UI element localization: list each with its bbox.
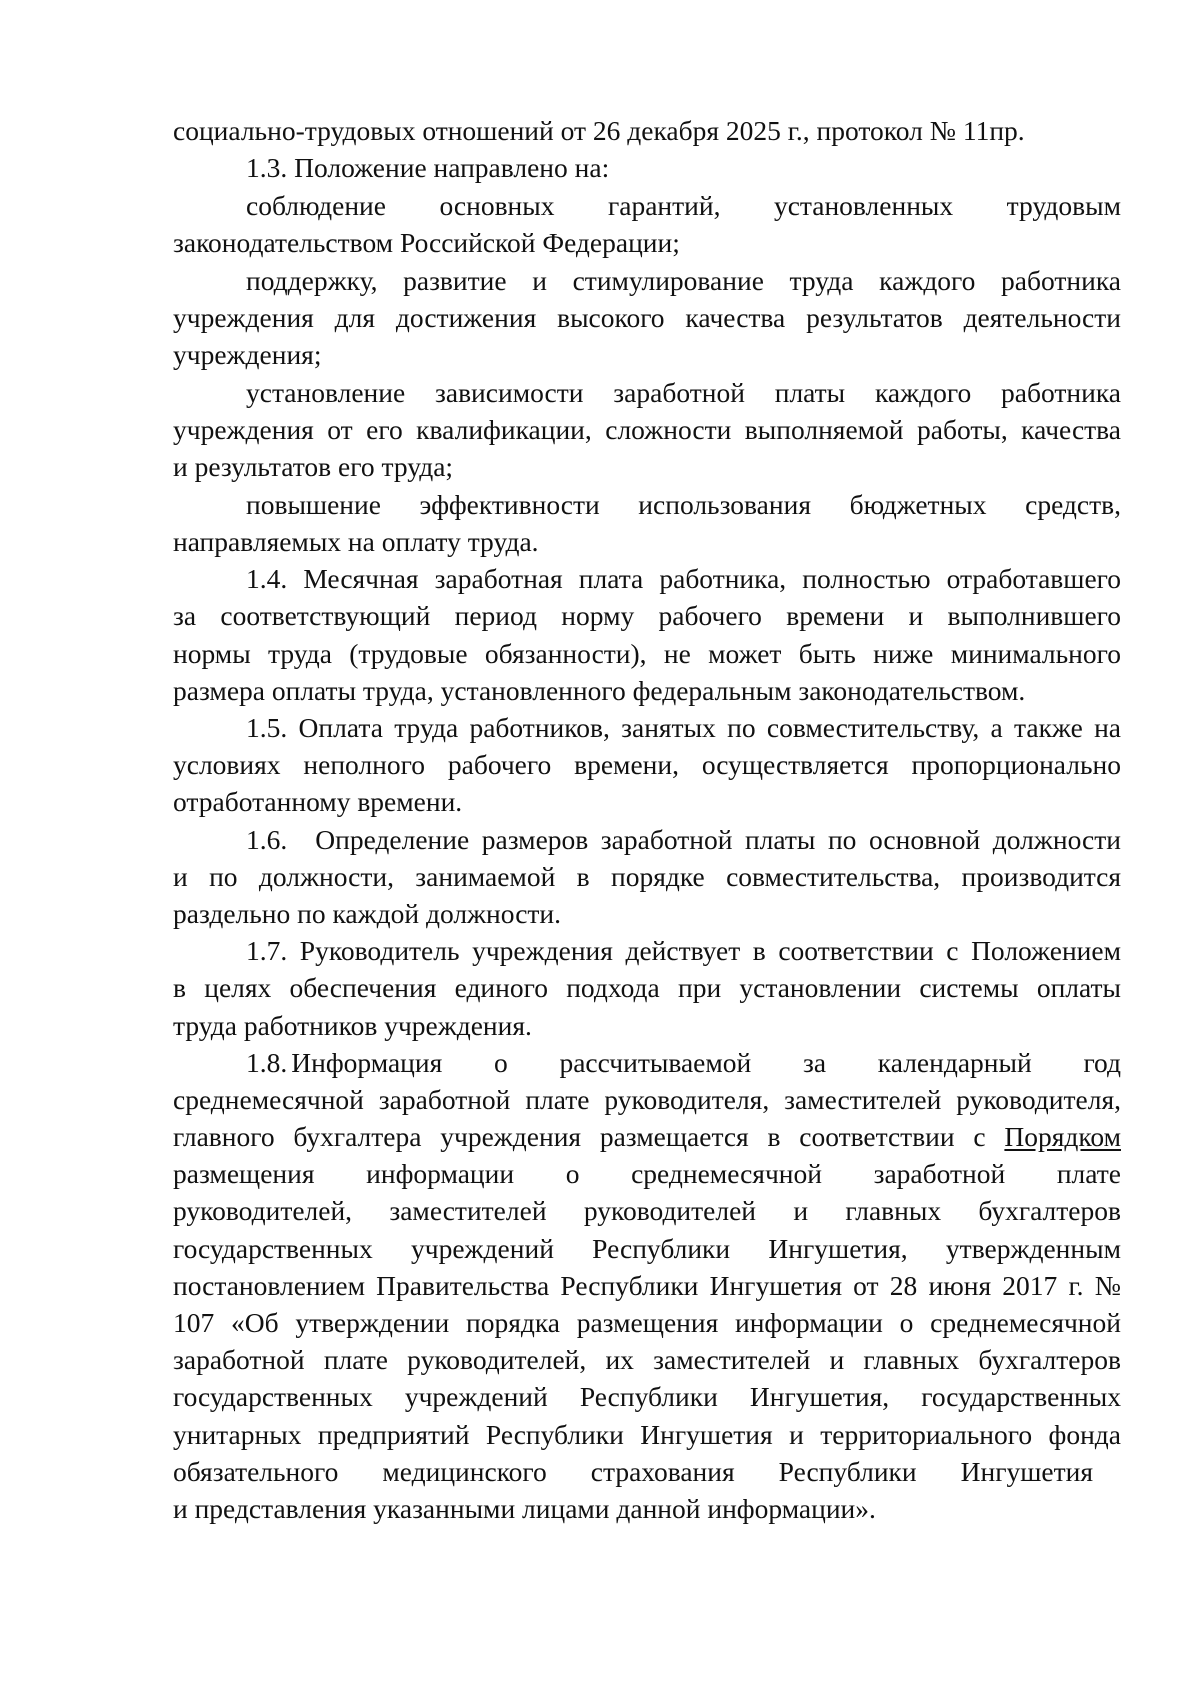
section-1-8-line: унитарных предприятий Республики Ингушетия и территориального фонда <box>173 1418 1121 1450</box>
section-1-8-text: Информация о рассчитываемой за календарный год <box>291 1046 1121 1078</box>
section-1-8-line: государственных учреждений Республики Ингушетия, государственных <box>173 1381 1121 1413</box>
section-1-8-line <box>173 1118 1121 1155</box>
section-1-8-line: государственных учреждений Республики Ингушетия, утвержденным <box>173 1232 1121 1264</box>
section-1-5-line: 1.5. Оплата труда работников, занятых по совместительству, а также на <box>246 712 1121 743</box>
section-1-4-line: нормы труда (трудовые обязанности), не может быть ниже минимального <box>173 637 1121 669</box>
list-item-line: соблюдение основных гарантий, установленных трудовым <box>246 189 1121 221</box>
list-item-line: и результатов его труда; <box>173 451 454 483</box>
section-1-8-line: постановлением Правительства Республики Ингушетия от 28 июня 2017 г. № <box>173 1269 1121 1301</box>
order-link[interactable]: Порядком <box>1004 1121 1121 1153</box>
section-1-3-heading: 1.3. Положение направлено на: <box>246 152 610 184</box>
list-item-line: учреждения для достижения высокого качества результатов деятельности <box>173 301 1121 333</box>
section-1-5-line: условиях неполного рабочего времени, осуществляется пропорционально <box>173 749 1121 781</box>
list-item-line: законодательством Российской Федерации; <box>173 227 680 259</box>
section-1-8-line: обязательного медицинского страхования Республики Ингушетия <box>173 1455 1093 1487</box>
section-number: 1.8. <box>246 1046 288 1078</box>
section-1-8-line: и представления указанными лицами данной информации». <box>173 1492 876 1524</box>
section-1-7-line: в целях обеспечения единого подхода при установлении системы оплаты <box>173 972 1121 1004</box>
list-item-line: поддержку, развитие и стимулирование труда каждого работника <box>246 264 1121 296</box>
section-1-6-line <box>173 821 1121 858</box>
section-1-5-line: отработанному времени. <box>173 786 463 818</box>
section-1-6-text: Определение размеров заработной платы по основной должности <box>315 823 1121 855</box>
section-1-8-line <box>173 1044 1121 1081</box>
section-1-4-line: 1.4. Месячная заработная плата работника, полностью отработавшего <box>246 563 1121 595</box>
section-1-6-line: и по должности, занимаемой в порядке совместительства, производится <box>173 860 1121 892</box>
section-1-8-line: заработной плате руководителей, их заместителей и главных бухгалтеров <box>173 1344 1121 1376</box>
section-1-7-line: 1.7. Руководитель учреждения действует в соответствии с Положением <box>246 935 1121 967</box>
list-item-line: учреждения; <box>173 339 322 371</box>
section-1-8-line: среднемесячной заработной плате руководителя, заместителей руководителя, <box>173 1083 1121 1115</box>
section-1-8-line: размещения информации о среднемесячной заработной плате <box>173 1158 1121 1190</box>
section-1-7-line: труда работников учреждения. <box>173 1009 532 1041</box>
list-item-line: установление зависимости заработной платы каждого работника <box>246 376 1121 408</box>
section-1-4-line: размера оплаты труда, установленного федеральным законодательством. <box>173 674 1026 706</box>
section-1-8-line: руководителей, заместителей руководителей и главных бухгалтеров <box>173 1195 1121 1227</box>
section-1-8-text: главного бухгалтера учреждения размещается в соответствии с <box>173 1121 986 1153</box>
text-line: социально-трудовых отношений от 26 декабря 2025 г., протокол № 11пр. <box>173 115 1025 146</box>
document-body <box>173 112 1121 1527</box>
section-number: 1.6. <box>246 823 288 855</box>
list-item-line: направляемых на оплату труда. <box>173 526 539 558</box>
list-item-line: повышение эффективности использования бюджетных средств, <box>246 488 1121 520</box>
section-1-8-line: 107 «Об утверждении порядка размещения информации о среднемесячной <box>173 1307 1121 1338</box>
section-1-4-line: за соответствующий период норму рабочего времени и выполнившего <box>173 600 1121 632</box>
list-item-line: учреждения от его квалификации, сложности выполняемой работы, качества <box>173 414 1121 445</box>
section-1-6-line: раздельно по каждой должности. <box>173 897 562 929</box>
